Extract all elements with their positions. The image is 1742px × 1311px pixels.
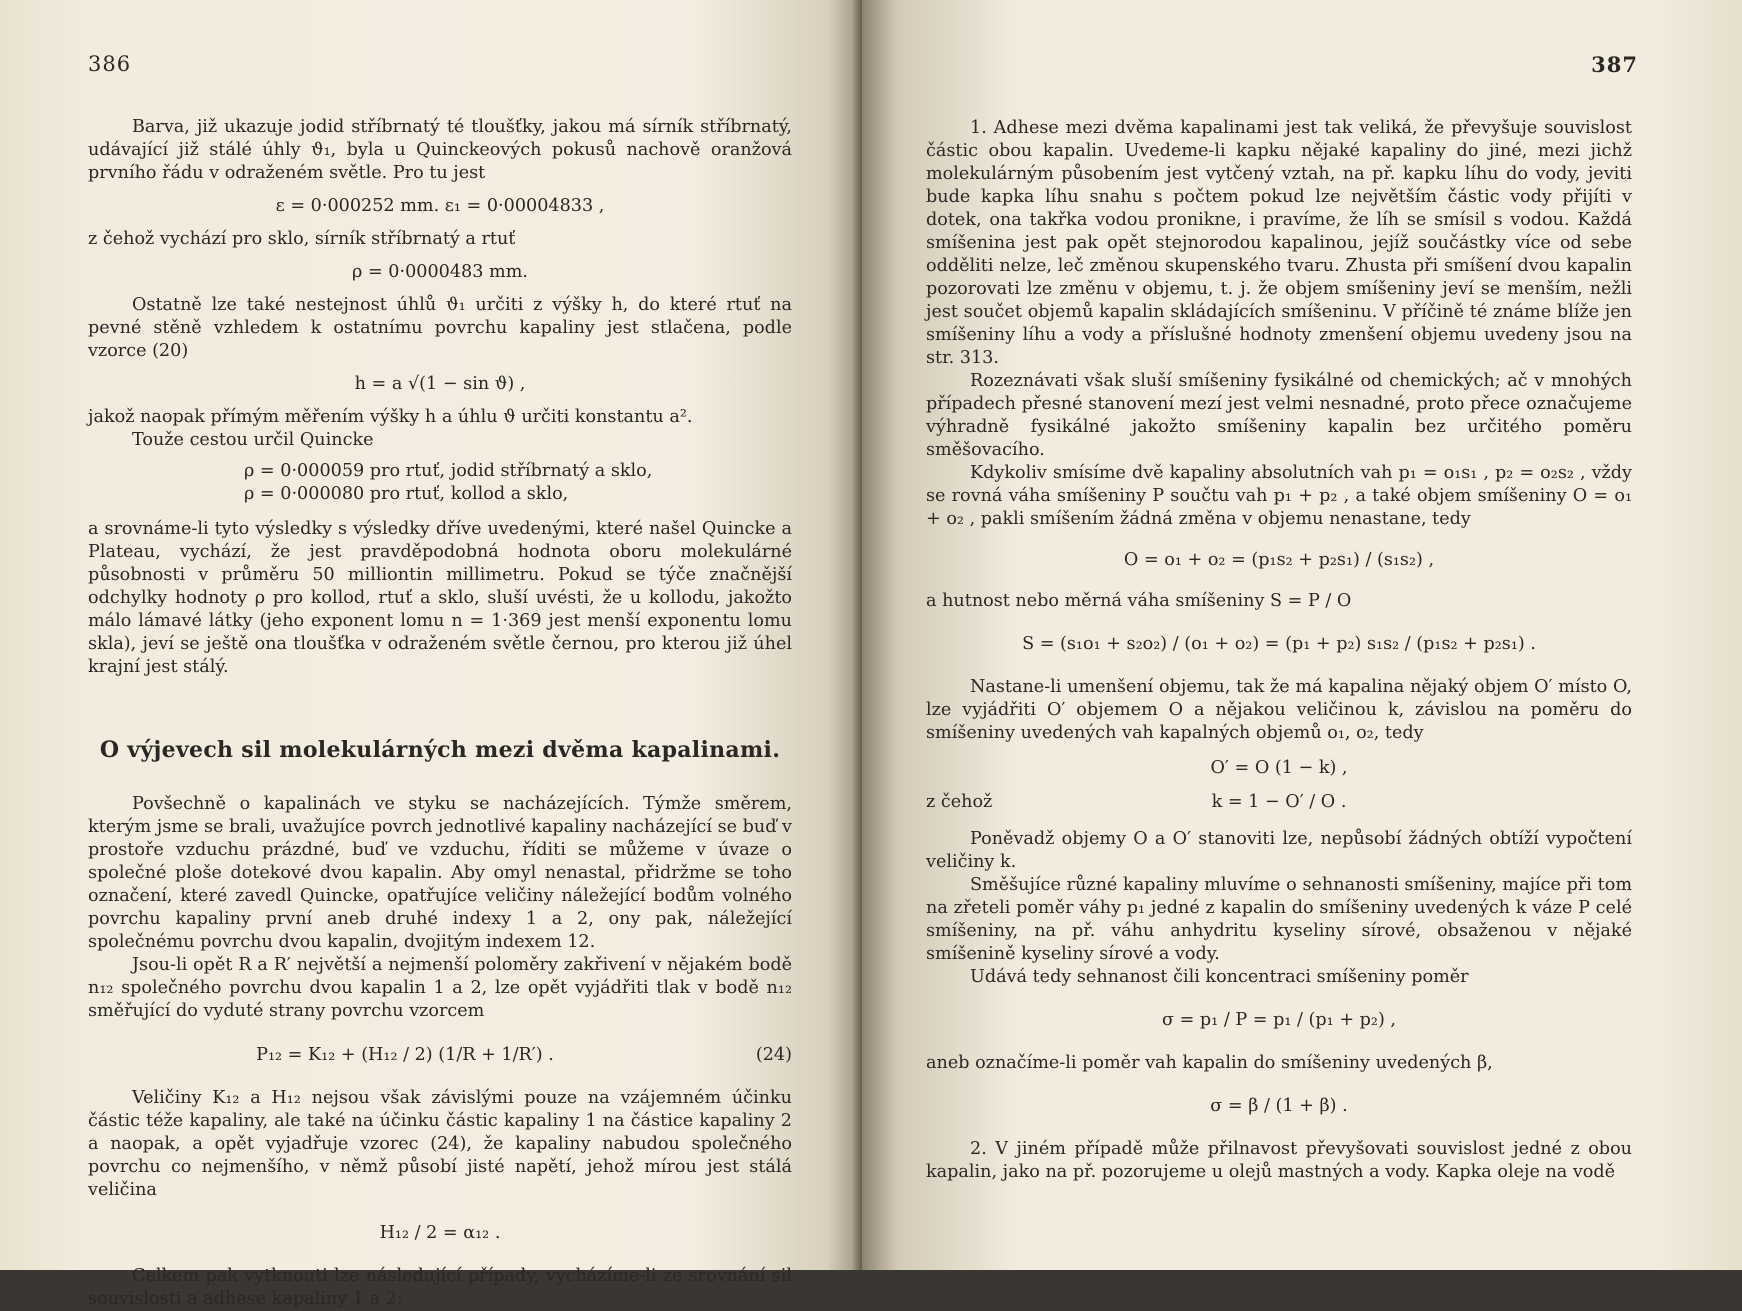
paragraph: Rozeznávati však sluší smíšeniny fysikálné od chemických; ač v mnohých případech přesné stanovení mezí jest velmi nesnadné, proto přece označujeme výhradně fysikálné jakožto smíšeniny kapalin bez určitého poměru směšovacího. [926,371,1632,460]
equation-rho-collodion: ρ = 0·000080 pro rtuť, kollod a sklo, [244,484,569,504]
paragraph: a hutnost nebo měrná váha smíšeniny S = P / O [926,591,1352,611]
paragraph: Ostatně lze také nestejnost úhlů ϑ₁ určiti z výšky h, do které rtuť na pevné stěně vzhledem k ostatnímu povrchu kapaliny jest stlačena, podle vzorce (20) [88,295,792,361]
paragraph: Nastane-li umenšení objemu, tak že má kapalina nějaký objem O′ místo O, lze vyjádřiti O′ objemem O a nějakou veličinou k, závislou na poměru do smíšeniny uvedených vah kapalných objemů o₁, o₂, tedy [926,677,1632,743]
equation-h: h = a √(1 − sin ϑ) , [354,374,526,394]
equation-S: S = (s₁o₁ + s₂o₂) / (o₁ + o₂) = (p₁ + p₂) s₁s₂ / (p₁s₂ + p₂s₁) . [1022,634,1536,654]
paragraph: a srovnáme-li tyto výsledky s výsledky dříve uvedenými, které našel Quincke a Plateau, vychází, že jest pravděpodobná hodnota oboru molekulárné působnosti v průměru 50 milliontin millimetru. Pokud se týče značnější odchylky hodnoty ρ pro kollod, rtuť a sklo, sluší uvésti, že u kollodu, jakožto málo lámavé látky (jeho exponent lomu n = 1·369 jest menší exponentu lomu skla), jeví se ještě ona tloušťka v odraženém světle černou, pro kterou již úhel krajní jest stálý. [88,519,792,677]
paragraph: 2. V jiném případě může přilnavost převyšovati souvislost jedné z obou kapalin, jako na př. pozorujeme u olejů mastných a vody. Kapka oleje na vodě [926,1139,1632,1182]
paragraph: Celkem pak vytknouti lze následující případy, vycházíme-li ze srovnání sil souvislosti a adhese kapaliny 1 a 2: [88,1266,792,1309]
right-page [862,0,1742,1270]
paragraph: Kdykoliv smísíme dvě kapaliny absolutních vah p₁ = o₁s₁ , p₂ = o₂s₂ , vždy se rovná váha smíšeniny P součtu vah p₁ + p₂ , a také objem smíšeniny O = o₁ + o₂ , pakli smíšením žádná změna v objemu nenastane, tedy [926,463,1632,529]
equation-sigma-beta: σ = β / (1 + β) . [1210,1096,1348,1116]
page-number-left: 386 [88,52,132,76]
paragraph: Jsou-li opět R a R′ největší a nejmenší poloměry zakřivení v nějakém bodě n₁₂ společného povrchu dvou kapalin 1 a 2, lze opět vyjádřiti tlak v bodě n₁₂ směřující do vyduté strany povrchu vzorcem [88,955,792,1021]
paragraph: 1. Adhese mezi dvěma kapalinami jest tak veliká, že převyšuje souvislost částic obou kapalin. Uvedeme-li kapku nějaké kapaliny do jiné, mezi jichž molekulárným působením jest vytčený vztah, na př. kapku líhu do vody, jeviti bude kapka líhu snahu s počtem pokud lze největším částic vody přijíti v dotek, ona takřka vodou pronikne, i pravíme, že líh se smísil s vodou. Každá smíšenina jest pak opět stejnorodou kapalinou, jejíž součástky více od sebe odděliti nelze, leč změnou skupenského tvaru. Zhusta při smíšení dvou kapalin pozorovati lze změnu v objemu, t. j. že objem smíšeniny jeví se menším, nežli jest součet objemů kapalin skládajících smíšeninu. V příčině té známe blíže jen smíšeniny líhu a vody a příslušné hodnoty zmenšení objemu uvedeny jsou na str. 313. [926,118,1632,368]
equation-alpha: H₁₂ / 2 = α₁₂ . [379,1223,501,1243]
equation-O-prime: O′ = O (1 − k) , [1210,758,1348,778]
equation-24: P₁₂ = K₁₂ + (H₁₂ / 2) (1/R + 1/R′) . [256,1045,554,1065]
z-cehoz-label: z čehož [926,792,993,812]
paragraph: Barva, již ukazuje jodid stříbrnatý té tloušťky, jakou má sírník stříbrnatý, udávající již stálé úhly ϑ₁, byla u Quinckeových pokusů nachově oranžová prvního řádu v odraženém světle. Pro tu jest [88,117,792,183]
paragraph: Směšujíce různé kapaliny mluvíme o sehnanosti smíšeniny, majíce při tom na zřeteli poměr váhy p₁ jedné z kapalin do smíšeniny uvedených k váze P celé smíšeniny, na př. váhu anhydritu kyseliny sírové, obsaženou v nějaké smíšenině kyseliny sírové a vody. [926,875,1632,964]
equation-24-row [88,1045,792,1065]
paragraph: Povšechně o kapalinách ve styku se nacházejících. Týmže směrem, kterým jsme se brali, uvažujíce povrch jednotlivé kapaliny nacházející se buď v prostoře vzduchu prázdné, buď ve vzduchu, říditi se můžeme v úvaze o společné ploše dotekové dvou kapalin. Aby omyl nenastal, přidržme se toho označení, které zavedl Quincke, opatřujíce veličiny náležející bodům volného povrchu kapaliny první aneb druhé indexy 1 a 2, ony pak, náležející společnému povrchu dvou kapalin, dvojitým indexem 12. [88,794,792,952]
paragraph: Udává tedy sehnanost čili koncentraci smíšeniny poměr [970,967,1469,987]
equation-k-row [926,792,1632,812]
equation-k: k = 1 − O′ / O . [1211,792,1347,812]
paragraph: jakož naopak přímým měřením výšky h a úhlu ϑ určiti konstantu a². [88,407,693,427]
paragraph: z čehož vychází pro sklo, sírník stříbrnatý a rtuť [88,229,516,249]
equation-epsilon: ε = 0·000252 mm. ε₁ = 0·00004833 , [275,196,605,216]
equation-O: O = o₁ + o₂ = (p₁s₂ + p₂s₁) / (s₁s₂) , [1123,550,1435,570]
section-title: O výjevech sil molekulárných mezi dvěma kapalinami. [99,737,781,763]
equation-sigma: σ = p₁ / P = p₁ / (p₁ + p₂) , [1161,1010,1397,1030]
paragraph: Poněvadž objemy O a O′ stanoviti lze, nepůsobí žádných obtíží vypočtení veličiny k. [926,829,1632,872]
paragraph: aneb označíme-li poměr vah kapalin do smíšeniny uvedených β, [926,1053,1493,1073]
equation-rho-mercury-iodide: ρ = 0·000059 pro rtuť, jodid stříbrnatý a sklo, [244,461,653,481]
paragraph: Touže cestou určil Quincke [132,430,374,450]
page-number-right: 387 [1591,52,1638,77]
equation-rho: ρ = 0·0000483 mm. [352,262,528,282]
paragraph: Veličiny K₁₂ a H₁₂ nejsou však závislými pouze na vzájemném účinku částic téže kapaliny, ale také na účinku částic kapaliny 1 na částice kapaliny 2 a naopak, a opět vyjadřuje vzorec (24), že kapaliny nabudou společného povrchu co nejmenšího, v němž působí jisté napětí, jehož mírou jest stálá veličina [88,1088,792,1200]
equation-number: (24) [755,1045,792,1065]
left-page [0,0,862,1309]
